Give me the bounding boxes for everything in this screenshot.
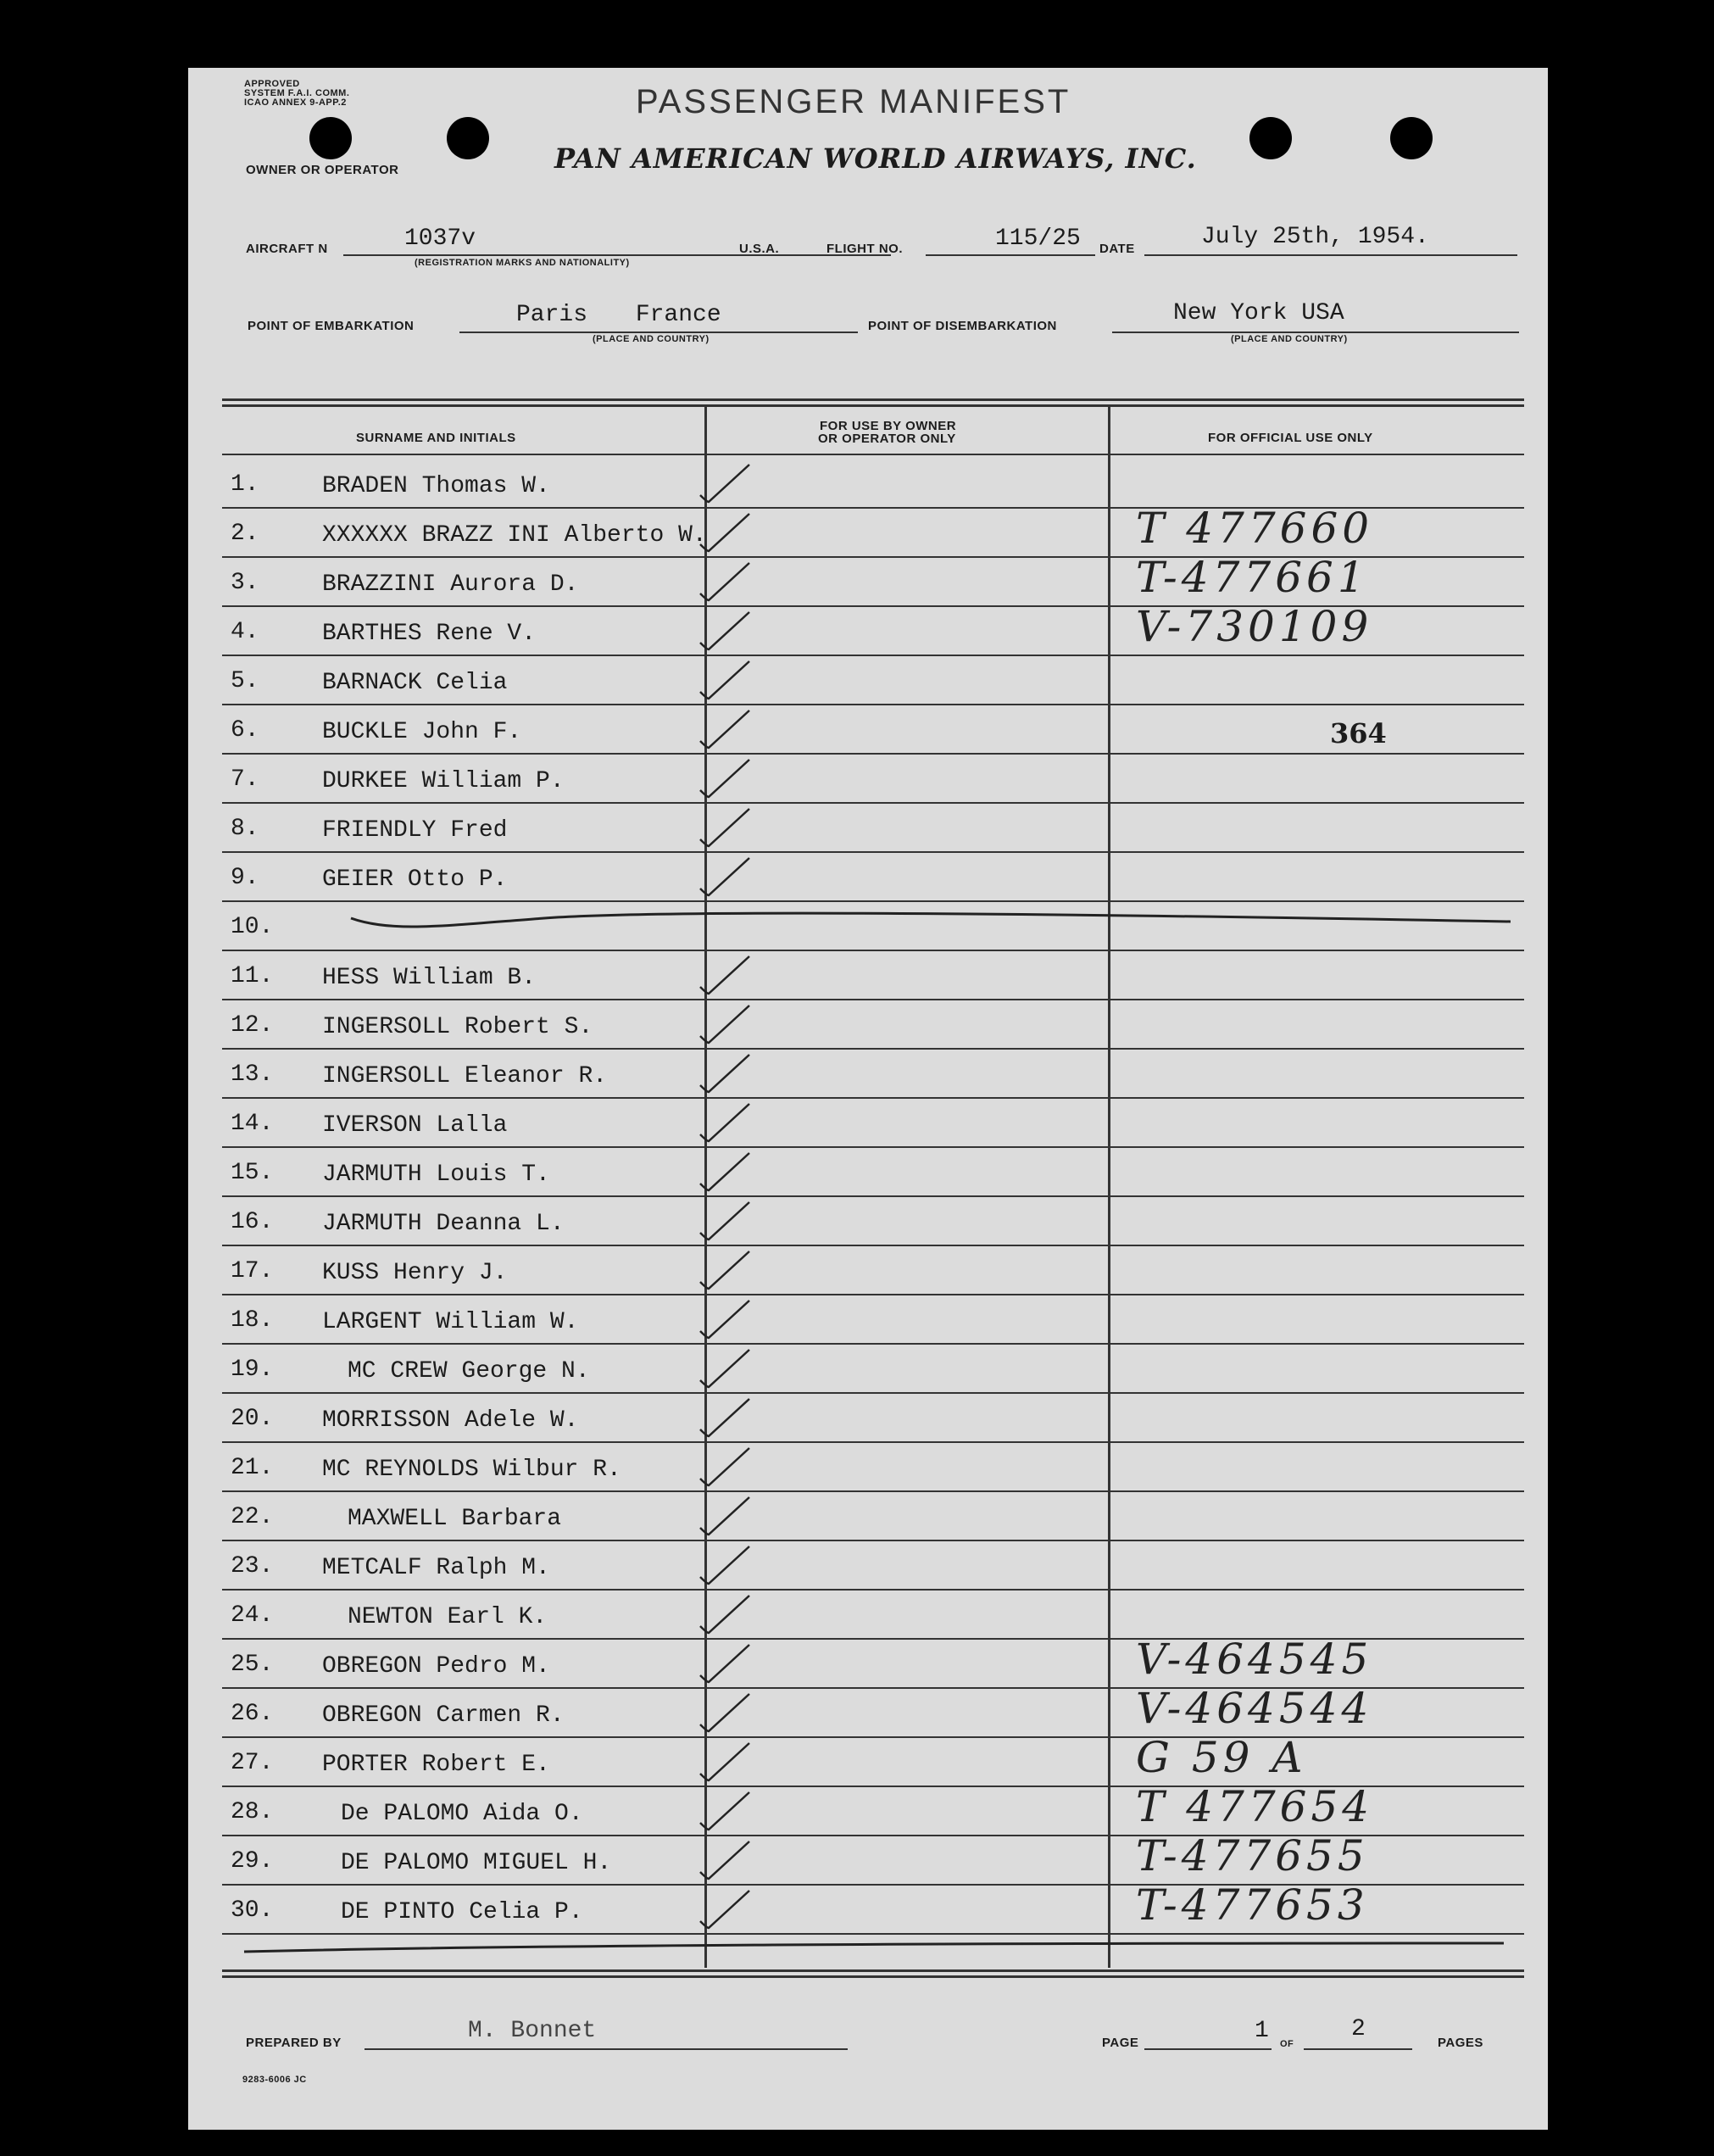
prepared-by-underline <box>365 2048 848 2050</box>
passenger-name: MC REYNOLDS Wilbur R. <box>322 1457 621 1483</box>
passenger-name: INGERSOLL Robert S. <box>322 1014 593 1040</box>
row-number: 18. <box>231 1307 274 1334</box>
passenger-name: BARNACK Celia <box>322 670 508 696</box>
official-use-entry: T-477655 <box>1136 1831 1369 1880</box>
official-use-entry: T-477653 <box>1136 1880 1369 1930</box>
check-mark <box>700 1743 749 1780</box>
check-mark <box>700 1891 749 1928</box>
date-value: July 25th, 1954. <box>1201 224 1429 250</box>
passenger-name: De PALOMO Aida O. <box>341 1801 583 1827</box>
check-mark <box>700 465 749 502</box>
embarkation-sublabel: (PLACE AND COUNTRY) <box>593 334 710 344</box>
official-use-entry: T 477654 <box>1136 1782 1374 1831</box>
passenger-name: INGERSOLL Eleanor R. <box>322 1063 608 1089</box>
disembarkation-label: POINT OF DISEMBARKATION <box>868 319 1057 333</box>
of-label: OF <box>1280 2039 1294 2049</box>
passenger-name: JARMUTH Deanna L. <box>322 1211 565 1237</box>
row-number: 16. <box>231 1209 274 1235</box>
flight-label: FLIGHT NO. <box>826 242 903 256</box>
row-number: 25. <box>231 1652 274 1678</box>
check-marks <box>188 68 1548 2130</box>
check-mark <box>700 1448 749 1485</box>
row-number: 26. <box>231 1701 274 1727</box>
check-mark <box>700 956 749 994</box>
check-mark <box>700 563 749 600</box>
check-mark <box>700 612 749 649</box>
check-mark <box>700 1301 749 1338</box>
aircraft-country: U.S.A. <box>739 242 780 256</box>
row-number: 21. <box>231 1455 274 1481</box>
check-mark <box>700 1006 749 1043</box>
check-mark <box>700 1104 749 1141</box>
aircraft-label: AIRCRAFT N <box>246 242 328 256</box>
passenger-name: DURKEE William P. <box>322 768 565 794</box>
passenger-name: PORTER Robert E. <box>322 1752 550 1778</box>
row-number: 15. <box>231 1160 274 1186</box>
passenger-name: METCALF Ralph M. <box>322 1555 550 1581</box>
owner-operator-label: OWNER OR OPERATOR <box>246 163 399 177</box>
passenger-name: DE PALOMO MIGUEL H. <box>341 1850 612 1876</box>
row-number: 9. <box>231 865 259 891</box>
prepared-by-label: PREPARED BY <box>246 2036 342 2050</box>
passenger-name: BRAZZINI Aurora D. <box>322 571 579 598</box>
check-mark <box>700 661 749 699</box>
aircraft-value: 1037v <box>404 226 476 252</box>
official-use-entry: V-464545 <box>1136 1635 1373 1684</box>
prepared-by-value: M. Bonnet <box>468 2018 597 2044</box>
pages-label: PAGES <box>1438 2036 1483 2050</box>
check-mark <box>700 710 749 748</box>
page-label: PAGE <box>1102 2036 1139 2050</box>
passenger-name: XXXXXX BRAZZ INI Alberto W. <box>322 522 707 549</box>
passenger-name: MAXWELL Barbara <box>348 1506 562 1532</box>
row-number: 20. <box>231 1406 274 1432</box>
check-mark <box>700 1153 749 1190</box>
passenger-name: OBREGON Carmen R. <box>322 1702 565 1729</box>
passenger-name: OBREGON Pedro M. <box>322 1653 550 1680</box>
passenger-name: BUCKLE John F. <box>322 719 522 745</box>
check-mark <box>700 1350 749 1387</box>
official-use-entry: 364 <box>1330 717 1387 749</box>
page-underline <box>1144 2048 1272 2050</box>
column-header-name: SURNAME AND INITIALS <box>356 431 516 445</box>
passenger-name: HESS William B. <box>322 965 537 991</box>
embarkation-label: POINT OF EMBARKATION <box>248 319 415 333</box>
approval-block: APPROVED SYSTEM F.A.I. COMM. ICAO ANNEX 9-APP.2 <box>244 79 350 108</box>
passenger-name: IVERSON Lalla <box>322 1112 508 1139</box>
check-mark <box>700 1645 749 1682</box>
manifest-sheet <box>188 68 1548 2130</box>
check-mark <box>700 1497 749 1535</box>
check-mark <box>700 1841 749 1879</box>
row-number: 5. <box>231 668 259 694</box>
passenger-name: FRIENDLY Fred <box>322 817 508 844</box>
check-mark <box>700 1694 749 1731</box>
row-number: 29. <box>231 1848 274 1875</box>
check-mark <box>700 858 749 895</box>
check-mark <box>700 809 749 846</box>
passenger-name: DE PINTO Celia P. <box>341 1899 583 1925</box>
row-number: 3. <box>231 570 259 596</box>
row-number: 13. <box>231 1061 274 1088</box>
embarkation-value: Paris France <box>516 302 721 328</box>
disembarkation-sublabel: (PLACE AND COUNTRY) <box>1231 334 1348 344</box>
disembarkation-value: New York USA <box>1173 300 1344 326</box>
check-mark <box>700 1055 749 1092</box>
row-number: 2. <box>231 521 259 547</box>
check-mark <box>700 1202 749 1240</box>
row-number: 24. <box>231 1602 274 1629</box>
passenger-name: GEIER Otto P. <box>322 866 508 893</box>
row-number: 6. <box>231 717 259 744</box>
form-code: 9283-6006 JC <box>242 2075 307 2085</box>
check-mark <box>700 760 749 797</box>
row-number: 4. <box>231 619 259 645</box>
row-number: 30. <box>231 1897 274 1924</box>
passenger-name: NEWTON Earl K. <box>348 1604 548 1630</box>
page-value: 1 <box>1255 2018 1269 2044</box>
date-label: DATE <box>1099 242 1135 256</box>
column-header-official: FOR OFFICIAL USE ONLY <box>1208 431 1373 445</box>
check-mark <box>700 1546 749 1584</box>
check-mark <box>700 1596 749 1633</box>
row-number: 11. <box>231 963 274 989</box>
official-use-entry: T-477661 <box>1136 553 1369 602</box>
closing-line <box>244 1943 1504 1952</box>
flight-value: 115/25 <box>995 226 1081 252</box>
official-use-entry: V-730109 <box>1136 602 1373 651</box>
passenger-name: MORRISSON Adele W. <box>322 1407 579 1434</box>
table-bottom-rule <box>222 1975 1524 1978</box>
official-use-entry: V-464544 <box>1136 1684 1373 1733</box>
aircraft-sublabel: (REGISTRATION MARKS AND NATIONALITY) <box>415 258 630 268</box>
strike-line <box>351 913 1511 927</box>
row-number: 22. <box>231 1504 274 1530</box>
row-number: 10. <box>231 914 274 940</box>
passenger-name: BARTHES Rene V. <box>322 621 537 647</box>
column-header-owner: FOR USE BY OWNER OR OPERATOR ONLY <box>818 419 957 446</box>
row-number: 27. <box>231 1750 274 1776</box>
official-use-entry: G 59 A <box>1136 1733 1307 1782</box>
passenger-name: MC CREW George N. <box>348 1358 590 1384</box>
passenger-name: LARGENT William W. <box>322 1309 579 1335</box>
passenger-name: KUSS Henry J. <box>322 1260 508 1286</box>
passenger-name: JARMUTH Louis T. <box>322 1162 550 1188</box>
row-number: 19. <box>231 1357 274 1383</box>
pages-underline <box>1304 2048 1412 2050</box>
row-number: 14. <box>231 1111 274 1137</box>
row-number: 23. <box>231 1553 274 1579</box>
pages-value: 2 <box>1351 2016 1366 2042</box>
check-mark <box>700 1399 749 1436</box>
check-mark <box>700 514 749 551</box>
check-mark <box>700 1251 749 1289</box>
check-mark <box>700 1792 749 1830</box>
row-number: 28. <box>231 1799 274 1825</box>
row-number: 17. <box>231 1258 274 1284</box>
passenger-name: BRADEN Thomas W. <box>322 473 550 499</box>
row-number: 8. <box>231 816 259 842</box>
row-number: 12. <box>231 1012 274 1039</box>
row-number: 7. <box>231 766 259 793</box>
table-bottom-rule <box>222 1969 1524 1972</box>
row-number: 1. <box>231 471 259 498</box>
official-use-entry: T 477660 <box>1136 504 1374 553</box>
airline-name: PAN AMERICAN WORLD AIRWAYS, INC. <box>554 142 1197 175</box>
page-title: PASSENGER MANIFEST <box>636 83 1071 120</box>
